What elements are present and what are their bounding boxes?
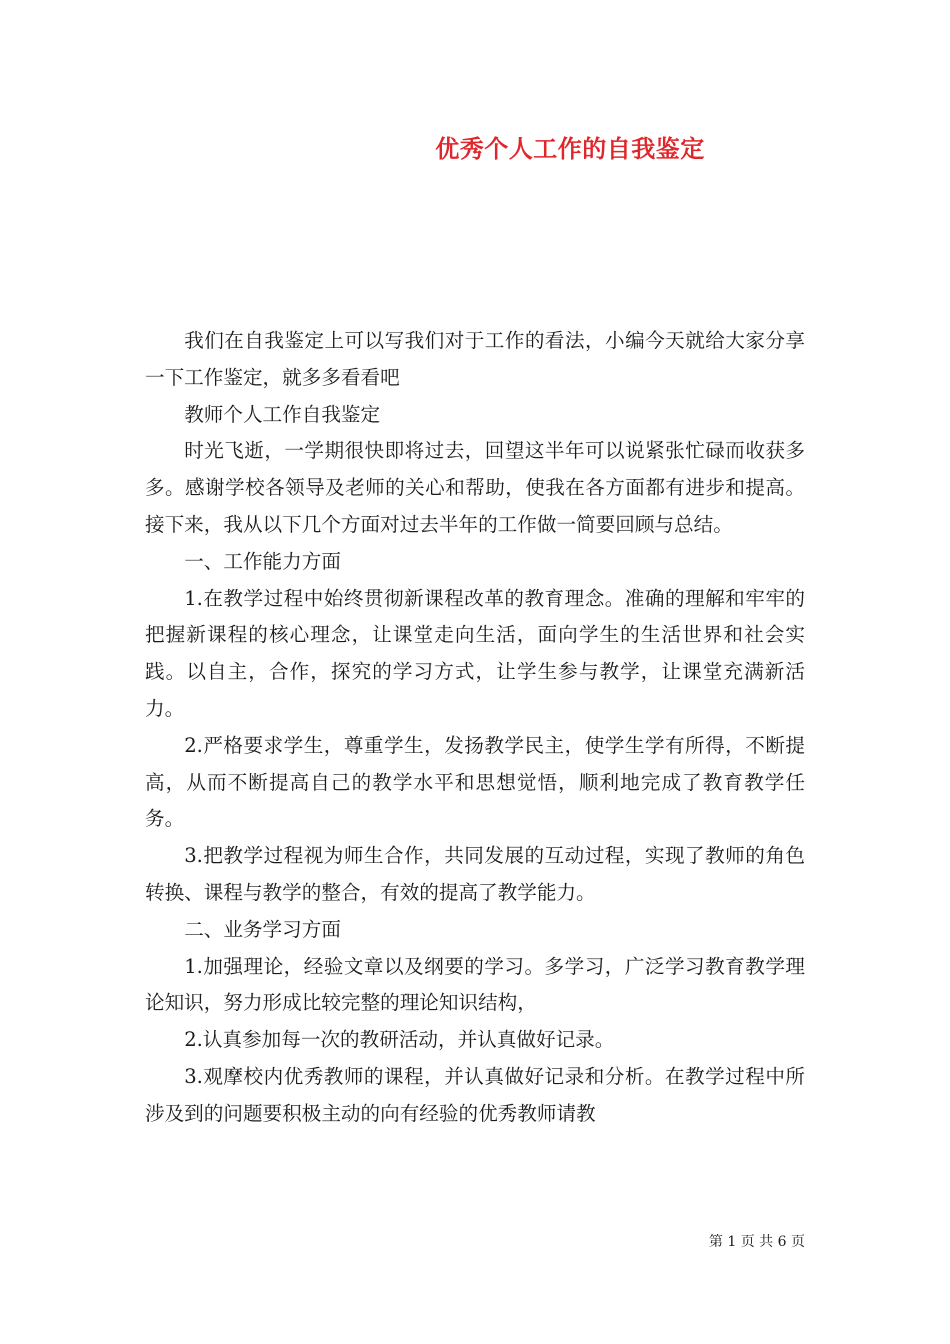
- body-paragraph: 1.在教学过程中始终贯彻新课程改革的教育理念。准确的理解和牢牢的把握新课程的核心理念，让课堂走向生活，面向学生的生活世界和社会实践。以自主，合作，探究的学习方式，让学生参与教学，让课堂充满新活力。: [145, 586, 805, 720]
- section-heading: 教师个人工作自我鉴定: [184, 402, 381, 426]
- document-body: [145, 323, 805, 1133]
- body-paragraph: 1.加强理论，经验文章以及纲要的学习。多学习，广泛学习教育教学理论知识，努力形成比较完整的理论知识结构，: [145, 954, 805, 1015]
- document-title: 优秀个人工作的自我鉴定: [435, 134, 705, 163]
- body-paragraph: 3.把教学过程视为师生合作，共同发展的互动过程，实现了教师的角色转换、课程与教学的整合，有效的提高了教学能力。: [145, 844, 805, 904]
- section-heading: 一、工作能力方面: [184, 549, 341, 573]
- page-number-footer: 第 1 页 共 6 页: [708, 1234, 805, 1250]
- section-heading: 二、业务学习方面: [184, 917, 341, 941]
- body-paragraph: 3.观摩校内优秀教师的课程，并认真做好记录和分析。在教学过程中所涉及到的问题要积极主动的向有经验的优秀教师请教: [145, 1064, 805, 1125]
- body-paragraph: 2.认真参加每一次的教研活动，并认真做好记录。: [184, 1028, 615, 1052]
- intro-paragraph: 我们在自我鉴定上可以写我们对于工作的看法，小编今天就给大家分享一下工作鉴定，就多多看看吧: [145, 329, 805, 389]
- body-paragraph: 2.严格要求学生，尊重学生，发扬教学民主，使学生学有所得，不断提高，从而不断提高自己的教学水平和思想觉悟，顺利地完成了教育教学任务。: [145, 733, 805, 831]
- body-paragraph: 时光飞逝，一学期很快即将过去，回望这半年可以说紧张忙碌而收获多多。感谢学校各领导及老师的关心和帮助，使我在各方面都有进步和提高。接下来，我从以下几个方面对过去半年的工作做一简要回顾与总结。: [145, 439, 805, 536]
